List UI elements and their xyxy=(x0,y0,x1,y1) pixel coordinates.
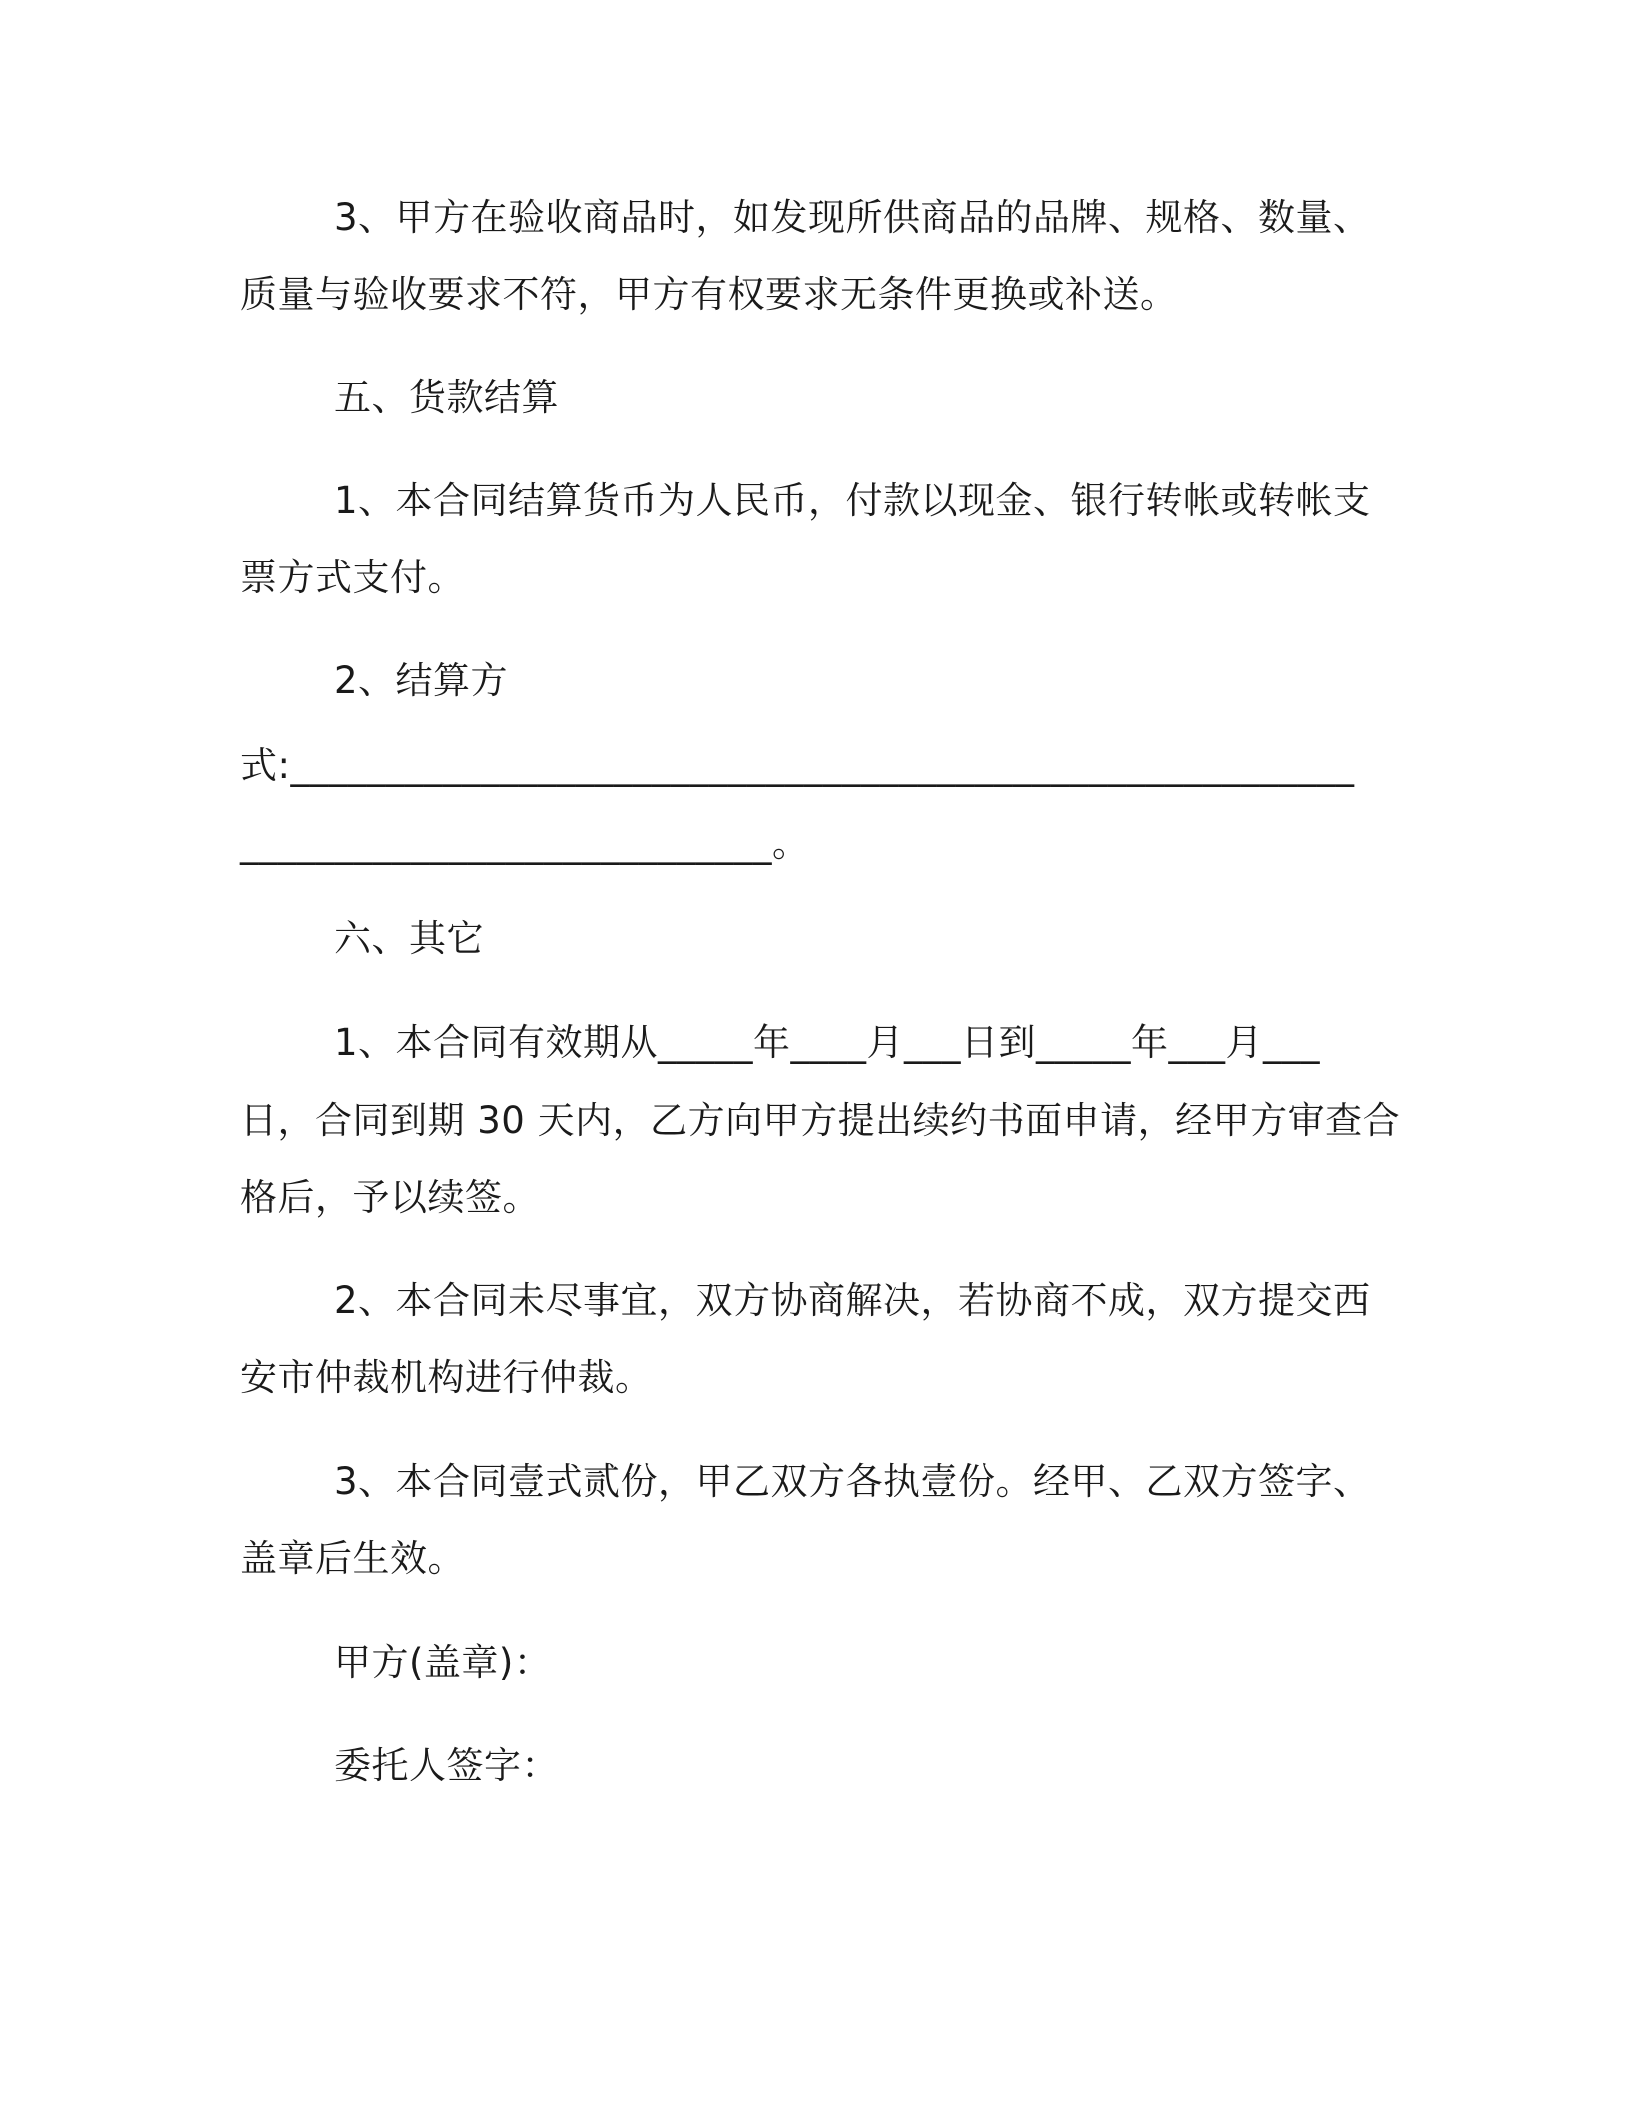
clause-5-2-line-2: 式:________________________________________________________ xyxy=(240,744,1355,787)
clause-6-2-line-2: 安市仲裁机构进行仲裁。 xyxy=(240,1356,653,1399)
clause-3-line-2: 质量与验收要求不符，甲方有权要求无条件更换或补送。 xyxy=(240,273,1178,316)
clause-6-1-line-1: 1、本合同有效期从_____年____月___日到_____年___月___ xyxy=(334,1021,1321,1064)
clause-6-3-line-1: 3、本合同壹式贰份，甲乙双方各执壹份。经甲、乙双方签字、 xyxy=(334,1460,1371,1503)
clause-5-1-line-1: 1、本合同结算货币为人民币，付款以现金、银行转帐或转帐支 xyxy=(334,479,1371,522)
clause-6-1-line-3: 格后，予以续签。 xyxy=(240,1176,540,1219)
clause-5-1-line-2: 票方式支付。 xyxy=(240,556,465,599)
clause-5-2-line-3: ____________________________。 xyxy=(240,822,810,865)
clause-3-line-1: 3、甲方在验收商品时，如发现所供商品的品牌、规格、数量、 xyxy=(334,196,1371,239)
section-5-heading: 五、货款结算 xyxy=(334,376,559,419)
trustee-signature-label: 委托人签字： xyxy=(334,1744,559,1787)
clause-6-2-line-1: 2、本合同未尽事宜，双方协商解决，若协商不成，双方提交西 xyxy=(334,1279,1371,1322)
clause-5-2-line-1: 2、结算方 xyxy=(334,659,509,702)
clause-6-3-line-2: 盖章后生效。 xyxy=(240,1537,465,1580)
clause-6-1-line-2: 日，合同到期 30 天内，乙方向甲方提出续约书面申请，经甲方审查合 xyxy=(240,1099,1401,1142)
section-6-heading: 六、其它 xyxy=(334,917,484,960)
party-a-seal-label: 甲方(盖章)： xyxy=(334,1641,552,1684)
